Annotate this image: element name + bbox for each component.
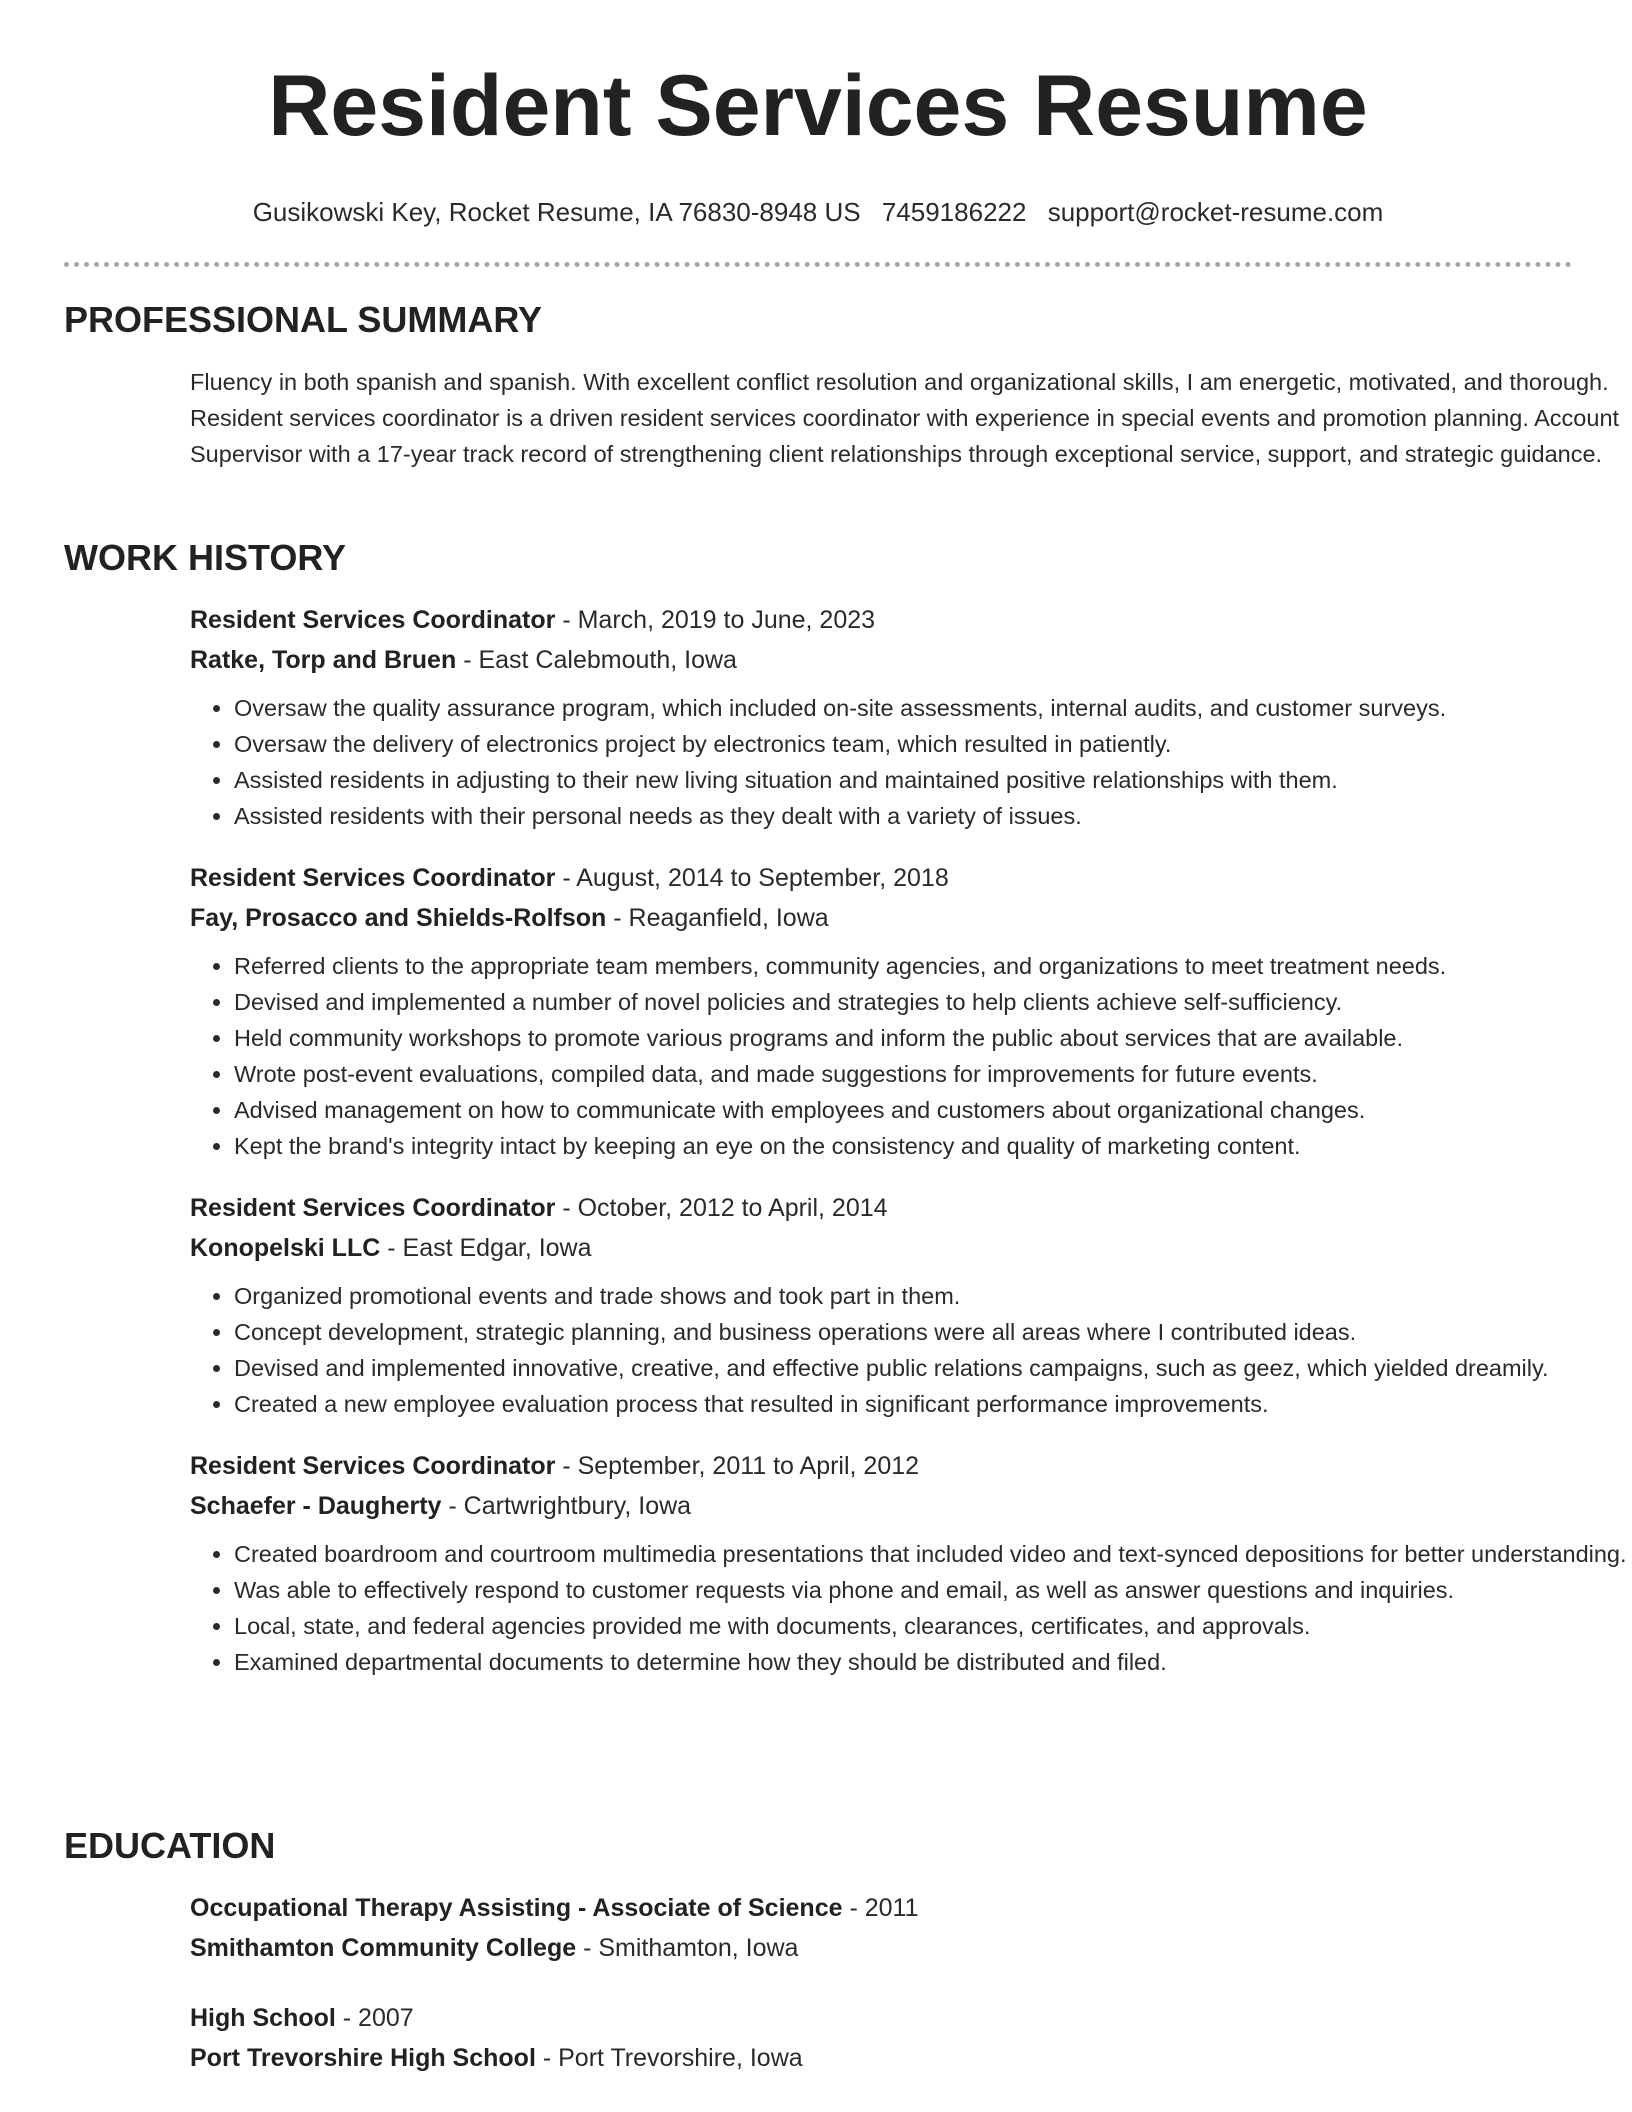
job-location: - East Calebmouth, Iowa <box>456 646 737 674</box>
education-list <box>190 1888 1632 2108</box>
education-school-line <box>190 2038 1632 2078</box>
job-location: - Reaganfield, Iowa <box>606 904 829 932</box>
section-title-summary: PROFESSIONAL SUMMARY <box>64 299 543 340</box>
job-bullet: • Oversaw the quality assurance program, which included on-site assessments, internal audits, and customer surveys. <box>234 690 1632 726</box>
job-company: Fay, Prosacco and Shields-Rolfson <box>190 904 607 932</box>
section-title-education: EDUCATION <box>64 1825 276 1866</box>
summary-text: Fluency in both spanish and spanish. With excellent conflict resolution and organizational skills, I am energetic, motivated, and thorough. Resident services coordinator is a driven resident services coordinator with experience in special events and promotion planning. Account Supervisor with a 17-year track record of strengthening client relationships through exceptional service, support, and strategic guidance. <box>190 369 1620 467</box>
job-dates: - March, 2019 to June, 2023 <box>555 606 876 634</box>
education-location: - Smithamton, Iowa <box>576 1934 799 1962</box>
job-role: Resident Services Coordinator <box>190 864 556 892</box>
job-dates: - October, 2012 to April, 2014 <box>555 1194 888 1222</box>
job-bullet: • Referred clients to the appropriate team members, community agencies, and organizations to meet treatment needs. <box>234 948 1632 984</box>
job-title-line <box>190 858 1632 898</box>
job-role: Resident Services Coordinator <box>190 606 556 634</box>
education-entry <box>190 1998 1632 2078</box>
job-bullet: • Examined departmental documents to determine how they should be distributed and filed. <box>234 1644 1632 1680</box>
job-bullets <box>190 690 1632 834</box>
job-bullet: • Assisted residents in adjusting to their new living situation and maintained positive relationships with them. <box>234 762 1632 798</box>
education-year: - 2011 <box>842 1894 919 1922</box>
job-bullet: • Local, state, and federal agencies provided me with documents, clearances, certificates, and approvals. <box>234 1608 1632 1644</box>
job-bullet: • Devised and implemented innovative, creative, and effective public relations campaigns, such as geez, which yielded dreamily. <box>234 1350 1632 1386</box>
job-company-line <box>190 1228 1632 1268</box>
job-bullet: • Created boardroom and courtroom multimedia presentations that included video and text-synced depositions for better understanding. <box>234 1536 1632 1572</box>
job-dates: - September, 2011 to April, 2012 <box>555 1452 920 1480</box>
education-entry <box>190 1888 1632 1968</box>
work-history-list <box>190 600 1632 1704</box>
education-degree: Occupational Therapy Assisting - Associate of Science <box>190 1894 843 1922</box>
job-company: Konopelski LLC <box>190 1234 381 1262</box>
job-title-line <box>190 1188 1632 1228</box>
job-entry <box>190 1446 1632 1680</box>
job-company-line <box>190 1486 1632 1526</box>
job-bullet: • Assisted residents with their personal needs as they dealt with a variety of issues. <box>234 798 1632 834</box>
education-year: - 2007 <box>335 2004 414 2032</box>
job-entry <box>190 1188 1632 1422</box>
job-title-line <box>190 600 1632 640</box>
contact-address: Gusikowski Key, Rocket Resume, IA 76830-8948 US <box>252 197 861 227</box>
job-bullets <box>190 1278 1632 1422</box>
job-bullet: • Kept the brand's integrity intact by keeping an eye on the consistency and quality of marketing content. <box>234 1128 1632 1164</box>
job-bullet: • Concept development, strategic planning, and business operations were all areas where I contributed ideas. <box>234 1314 1632 1350</box>
job-location: - East Edgar, Iowa <box>380 1234 592 1262</box>
education-school: Smithamton Community College <box>190 1934 577 1962</box>
job-bullet: • Advised management on how to communicate with employees and customers about organizational changes. <box>234 1092 1632 1128</box>
education-location: - Port Trevorshire, Iowa <box>535 2044 803 2072</box>
job-bullet: • Wrote post-event evaluations, compiled data, and made suggestions for improvements for future events. <box>234 1056 1632 1092</box>
job-dates: - August, 2014 to September, 2018 <box>555 864 949 892</box>
job-role: Resident Services Coordinator <box>190 1194 556 1222</box>
job-bullet: • Was able to effectively respond to customer requests via phone and email, as well as answer questions and inquiries. <box>234 1572 1632 1608</box>
job-title-line <box>190 1446 1632 1486</box>
resume-page <box>64 0 1627 2072</box>
job-bullet: • Organized promotional events and trade shows and took part in them. <box>234 1278 1632 1314</box>
education-school: Port Trevorshire High School <box>190 2044 536 2072</box>
education-school-line <box>190 1928 1632 1968</box>
contact-line <box>64 196 1572 228</box>
job-bullets <box>190 1536 1632 1680</box>
job-role: Resident Services Coordinator <box>190 1452 556 1480</box>
job-company-line <box>190 898 1632 938</box>
job-company: Schaefer - Daugherty <box>190 1492 442 1520</box>
job-bullet: • Created a new employee evaluation process that resulted in significant performance improvements. <box>234 1386 1632 1422</box>
education-degree: High School <box>190 2004 336 2032</box>
job-entry <box>190 858 1632 1164</box>
header-divider <box>64 262 1572 267</box>
job-company: Ratke, Torp and Bruen <box>190 646 457 674</box>
job-location: - Cartwrightbury, Iowa <box>441 1492 692 1520</box>
job-bullet: • Held community workshops to promote various programs and inform the public about services that are available. <box>234 1020 1632 1056</box>
education-degree-line <box>190 1888 1632 1928</box>
job-company-line <box>190 640 1632 680</box>
contact-phone: 7459186222 <box>881 197 1027 227</box>
job-entry <box>190 600 1632 834</box>
job-bullets <box>190 948 1632 1164</box>
resume-title: Resident Services Resume <box>268 58 1368 154</box>
contact-email: support@rocket-resume.com <box>1047 197 1384 227</box>
job-bullet: • Oversaw the delivery of electronics project by electronics team, which resulted in patiently. <box>234 726 1632 762</box>
section-title-work: WORK HISTORY <box>64 537 347 578</box>
education-degree-line <box>190 1998 1632 2038</box>
job-bullet: • Devised and implemented a number of novel policies and strategies to help clients achieve self-sufficiency. <box>234 984 1632 1020</box>
